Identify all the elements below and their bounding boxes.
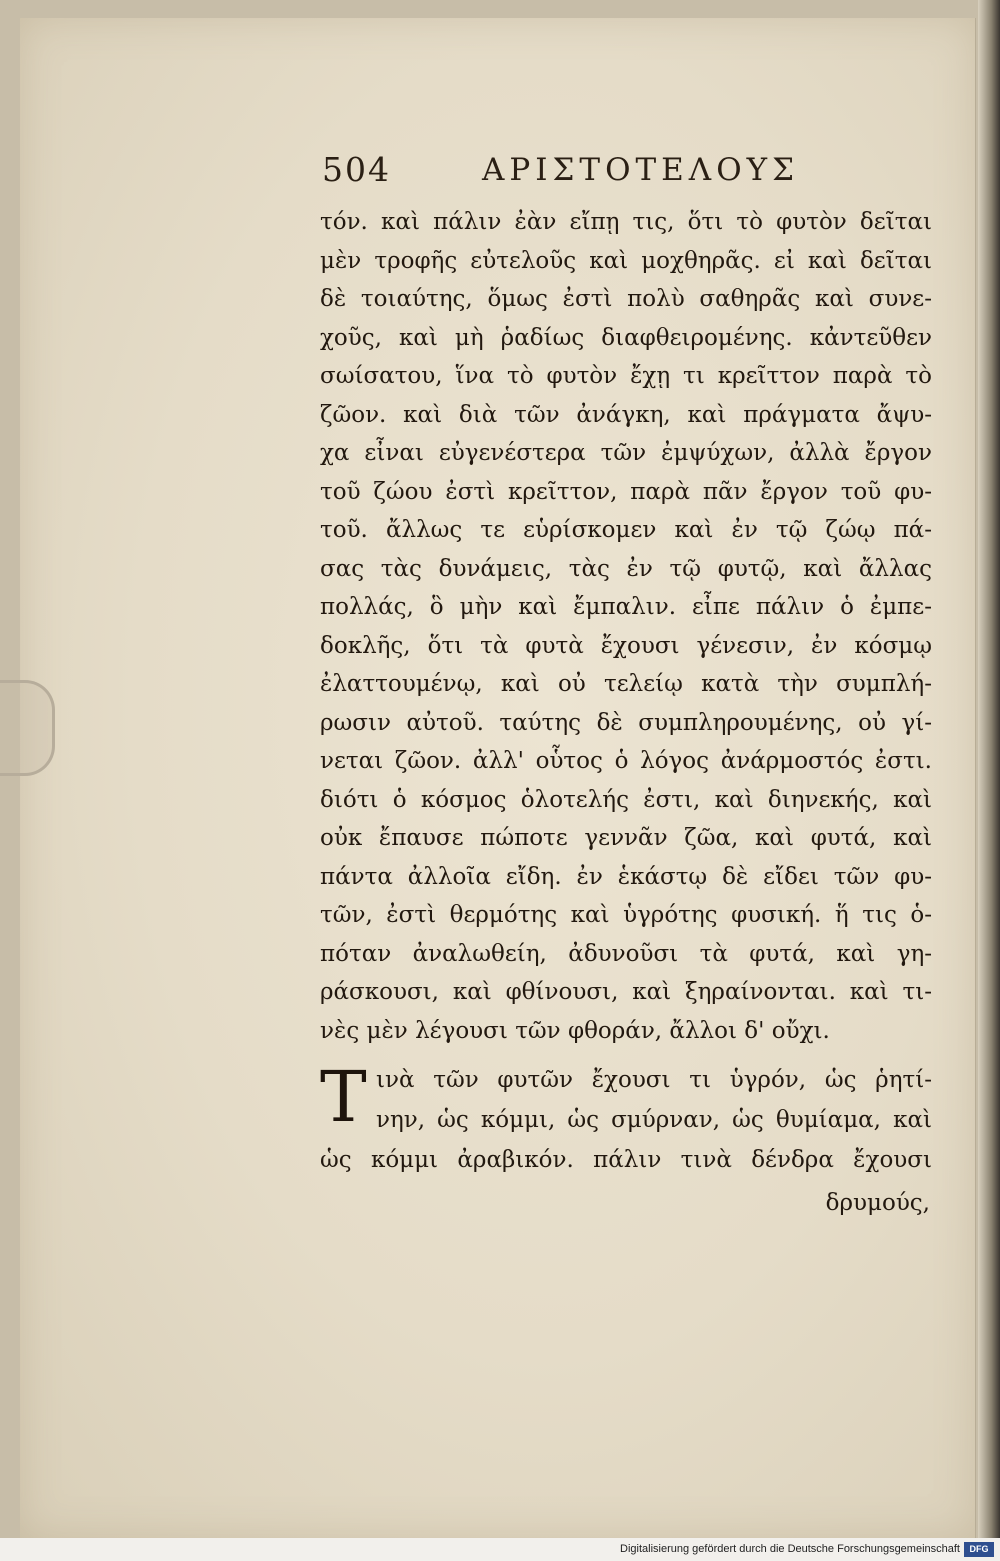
text-line: χα εἶναι εὐγενέστερα τῶν ἐμψύχων, ἀλλὰ ἔργον — [320, 440, 932, 466]
text-line: ρωσιν αὐτοῦ. ταύτης δὲ συμπληρουμένης, οὐ γί- — [320, 709, 932, 736]
page-number: 504 — [322, 150, 391, 189]
paragraph-2 — [320, 1056, 932, 1180]
text-line: νην, ὡς κόμμι, ὡς σμύρναν, ὡς θυμίαμα, καὶ — [376, 1107, 932, 1133]
text-line: τοῦ ζώου ἐστὶ κρεῖττον, παρὰ πᾶν ἔργον τοῦ φυ- — [320, 478, 932, 505]
text-line: πάντα ἀλλοῖα εἴδη. ἐν ἑκάστῳ δὲ εἴδει τῶν φυ- — [320, 863, 932, 890]
footer-credit: Digitalisierung gefördert durch die Deutsche Forschungsgemeinschaft — [620, 1543, 960, 1555]
text-line: οὐκ ἔπαυσε πώποτε γεννᾶν ζῶα, καὶ φυτά, καὶ — [320, 825, 932, 851]
text-line: πολλάς, ὃ μὴν καὶ ἔμπαλιν. εἶπε πάλιν ὁ ἐμπε- — [320, 594, 932, 620]
text-line: ινὰ τῶν φυτῶν ἔχουσι τι ὑγρόν, ὡς ῥητί- — [376, 1067, 932, 1093]
drop-cap: T — [320, 1056, 367, 1138]
dfg-logo: DFG — [964, 1542, 994, 1557]
book-spine-shadow — [978, 0, 1000, 1540]
text-line: ὡς κόμμι ἀραβικόν. πάλιν τινὰ δένδρα ἔχουσι — [320, 1147, 932, 1173]
text-line: σας τὰς δυνάμεις, τὰς ἐν τῷ φυτῷ, καὶ ἄλλας — [320, 555, 932, 582]
text-line: χοῦς, καὶ μὴ ῥαδίως διαφθειρομένης. κἀντεῦθεν — [320, 324, 932, 351]
text-line: σωίσατου, ἵνα τὸ φυτὸν ἔχῃ τι κρεῖττον παρὰ τὸ — [320, 363, 932, 389]
text-line: μὲν τροφῆς εὐτελοῦς καὶ μοχθηρᾶς. εἰ καὶ δεῖται — [320, 247, 932, 274]
page-header — [322, 150, 922, 196]
text-line: ἐλαττουμένῳ, καὶ οὐ τελείῳ κατὰ τὴν συμπλή- — [320, 671, 932, 697]
text-line: νὲς μὲν λέγουσι τῶν φθοράν, ἄλλοι δ' οὔχι. — [320, 1017, 830, 1044]
catchword: δρυμούς, — [825, 1190, 930, 1216]
text-line: ράσκουσι, καὶ φθίνουσι, καὶ ξηραίνονται. καὶ τι- — [320, 979, 932, 1005]
text-line: νεται ζῶον. ἀλλ' οὗτος ὁ λόγος ἀνάρμοστός ἐστι. — [320, 748, 932, 774]
text-line: πόταν ἀναλωθείη, ἀδυνοῦσι τὰ φυτά, καὶ γη- — [320, 940, 932, 967]
running-title: ΑΡΙΣΤΟΤΕΛΟΥΣ — [482, 152, 799, 188]
text-line: τόν. καὶ πάλιν ἐὰν εἴπῃ τις, ὅτι τὸ φυτὸν δεῖται — [320, 209, 932, 235]
text-line: τοῦ. ἄλλως τε εὑρίσκομεν καὶ ἐν τῷ ζώῳ πά- — [320, 517, 932, 543]
text-line: δὲ τοιαύτης, ὅμως ἐστὶ πολὺ σαθηρᾶς καὶ συνε- — [320, 286, 932, 312]
text-line: ζῶον. καὶ διὰ τῶν ἀνάγκη, καὶ πράγματα ἄψυ- — [320, 401, 932, 428]
text-line: δοκλῆς, ὅτι τὰ φυτὰ ἔχουσι γένεσιν, ἐν κόσμῳ — [320, 632, 932, 659]
text-line: διότι ὁ κόσμος ὁλοτελής ἐστι, καὶ διηνεκής, καὶ — [320, 786, 932, 813]
page-clip — [0, 680, 55, 776]
body-text — [320, 203, 932, 1050]
text-line: τῶν, ἐστὶ θερμότης καὶ ὑγρότης φυσική. ἥ τις ὁ- — [320, 902, 932, 928]
